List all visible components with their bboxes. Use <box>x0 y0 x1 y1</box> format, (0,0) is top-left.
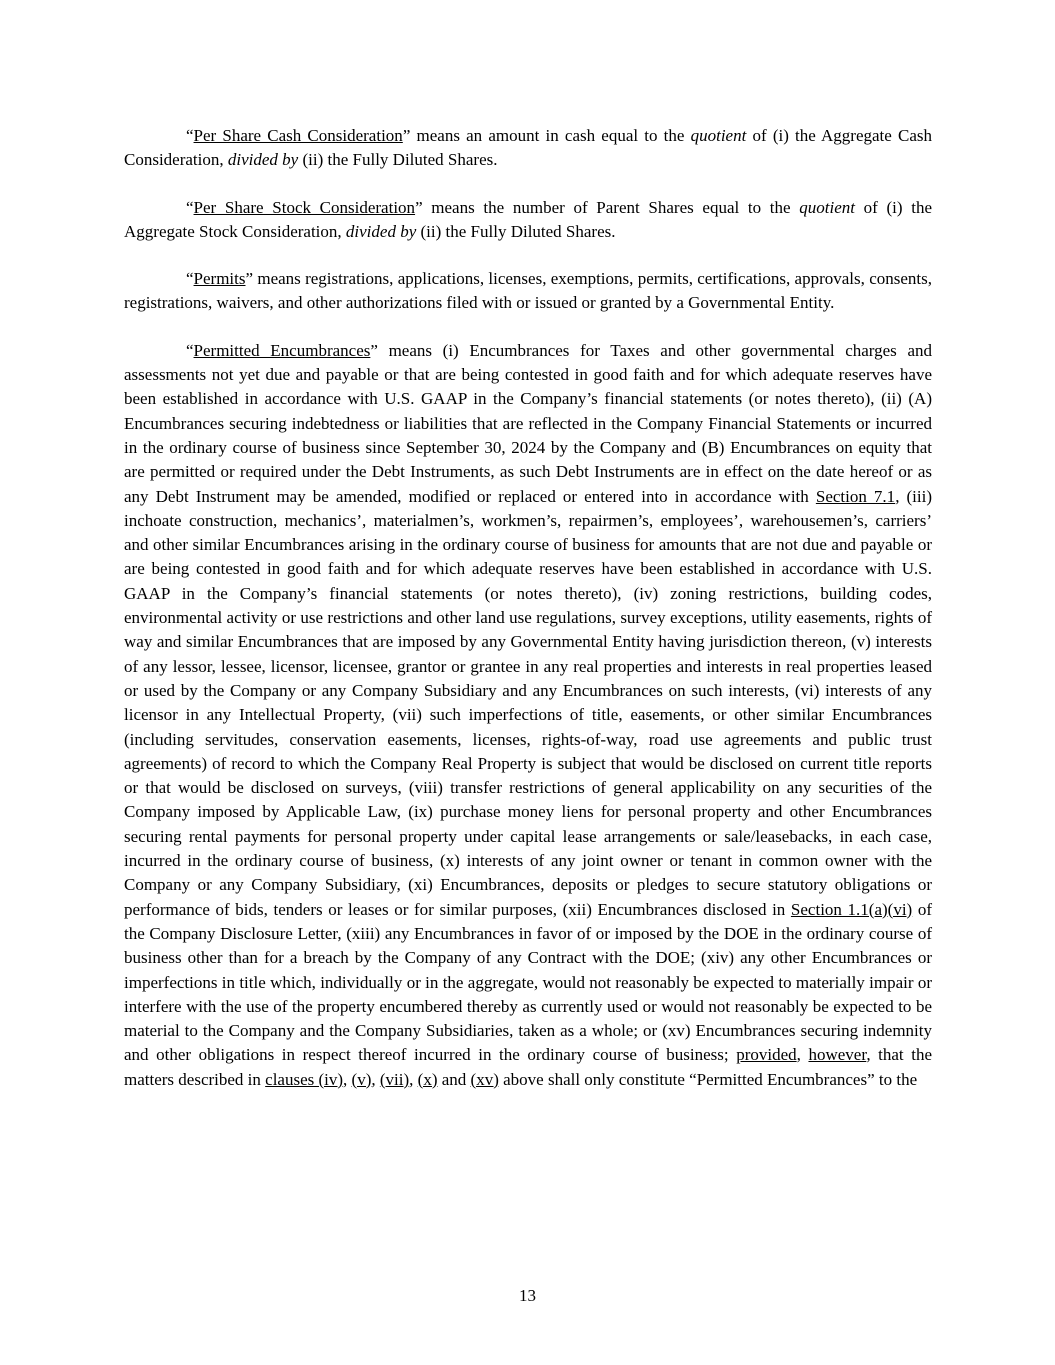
text-run: “ <box>186 340 194 360</box>
text-run: , <box>409 1069 418 1089</box>
text-run: , that the matters described in <box>124 1045 933 1089</box>
text-run: above shall only constitute “Permitted Encumbrances” to the <box>498 1069 918 1089</box>
text-run: “ <box>186 197 194 217</box>
text-run: ” means registrations, applications, licenses, exemptions, permits, certifications, approvals, consents, registrations, waivers, and other authorizations filed with or issued or granted by a Governmental Entity. <box>124 269 932 313</box>
text-run: (x) <box>417 1069 438 1089</box>
text-run: Permitted Encumbrances <box>193 340 371 360</box>
definition-per-share-stock-consideration <box>124 196 932 245</box>
text-run: of (i) the Aggregate Cash Consideration, <box>124 126 932 170</box>
text-run: ” means an amount in cash equal to the <box>402 126 691 145</box>
text-run: , <box>796 1045 809 1065</box>
definition-permits <box>124 267 932 316</box>
text-run: (v) <box>351 1069 372 1089</box>
definition-permitted-encumbrances <box>124 339 932 1092</box>
text-run: (ii) the Fully Diluted Shares. <box>416 221 616 241</box>
text-run: provided <box>736 1045 797 1065</box>
text-run: of the Company Disclosure Letter, (xiii) any Encumbrances in favor of or imposed by the DOE in the ordinary course of business other than for a breach by the Company of any Contract with the DOE; (xiv) any other Encumbrances or imperfections in title which, individually or in the aggregate, would not reasonably be expected to materially impair or interfere with the use of the property encumbered thereby as currently used or would not reasonably be expected to be material to the Company and the Company Subsidiaries, taken as a whole; or (xv) Encumbrances securing indemnity and other obligations in respect thereof incurred in the ordinary course of business; <box>124 899 932 1065</box>
text-run: clauses (iv) <box>265 1069 344 1089</box>
text-run: “ <box>186 269 194 289</box>
text-run: ” means the number of Parent Shares equal to the <box>415 197 800 217</box>
text-run: Section 7.1 <box>815 486 896 506</box>
text-run: of (i) the Aggregate Stock Consideration, <box>124 197 932 241</box>
text-run: Permits <box>193 269 246 289</box>
text-run: divided by <box>345 221 417 241</box>
text-run: quotient <box>690 126 747 145</box>
text-run: Per Share Cash Consideration <box>193 126 403 145</box>
definition-per-share-cash-consideration <box>124 124 932 173</box>
text-run: “ <box>186 126 194 145</box>
text-run: Per Share Stock Consideration <box>193 197 416 217</box>
text-run: (xv) <box>470 1069 499 1089</box>
text-run: divided by <box>227 150 299 170</box>
text-run: , <box>371 1069 380 1089</box>
text-run: , (iii) inchoate construction, mechanics’, materialmen’s, workmen’s, repairmen’s, employees’, warehousemen’s, carriers’ and other similar Encumbrances arising in the ordinary course of business for amounts that are not due and payable or are being contested in good faith and for which adequate reserves have been established in accordance with U.S. GAAP in the Company’s financial statements (or notes thereto), (iv) zoning restrictions, building codes, environmental activity or use restrictions and other land use regulations, survey exceptions, utility easements, rights of way and similar Encumbrances that are imposed by any Governmental Entity having jurisdiction thereon, (v) interests of any lessor, lessee, licensor, licensee, grantor or grantee in any real properties and interests in real properties leased or used by the Company or any Company Subsidiary and any Encumbrances on such interests, (vi) interests of any licensor in any Intellectual Property, (vii) such imperfections of title, easements, or other similar Encumbrances (including servitudes, conservation easements, licenses, rights-of-way, road use agreements and public trust agreements) of record to which the Company Real Property is subject that would be disclosed on current title reports or that would be disclosed on surveys, (viii) transfer restrictions of general applicability on any securities of the Company imposed by Applicable Law, (ix) purchase money liens for personal property and other Encumbrances securing rental payments for personal property under capital lease arrangements or sale/leasebacks, in each case, incurred in the ordinary course of business, (x) interests of any joint owner or tenant in common owner with the Company or any Company Subsidiary, (xi) Encumbrances, deposits or pledges to secure statutory obligations or performance of bids, tenders or leases or for similar purposes, (xii) Encumbrances disclosed in <box>124 486 933 919</box>
text-run: and <box>437 1069 471 1089</box>
text-run: , <box>343 1069 352 1089</box>
text-run: Section 1.1(a)(vi) <box>790 899 913 919</box>
page-number: 13 <box>519 1286 536 1305</box>
text-run: however <box>808 1045 867 1065</box>
text-run: ” means (i) Encumbrances for Taxes and other governmental charges and assessments not yet due and payable or that are being contested in good faith and for which adequate reserves have been established in accordance with U.S. GAAP in the Company’s financial statements (or notes thereto), (ii) (A) Encumbrances securing indebtedness or liabilities that are reflected in the Company Financial Statements or incurred in the ordinary course of business since September 30, 2024 by the Company and (B) Encumbrances on equity that are permitted or required under the Debt Instruments, as such Debt Instruments are in effect on the date hereof or as any Debt Instrument may be amended, modified or replaced or entered into in accordance with <box>124 340 932 506</box>
text-run: quotient <box>799 197 855 217</box>
document-body <box>124 124 932 1115</box>
text-run: (vii) <box>379 1069 410 1089</box>
text-run: (ii) the Fully Diluted Shares. <box>298 150 498 170</box>
